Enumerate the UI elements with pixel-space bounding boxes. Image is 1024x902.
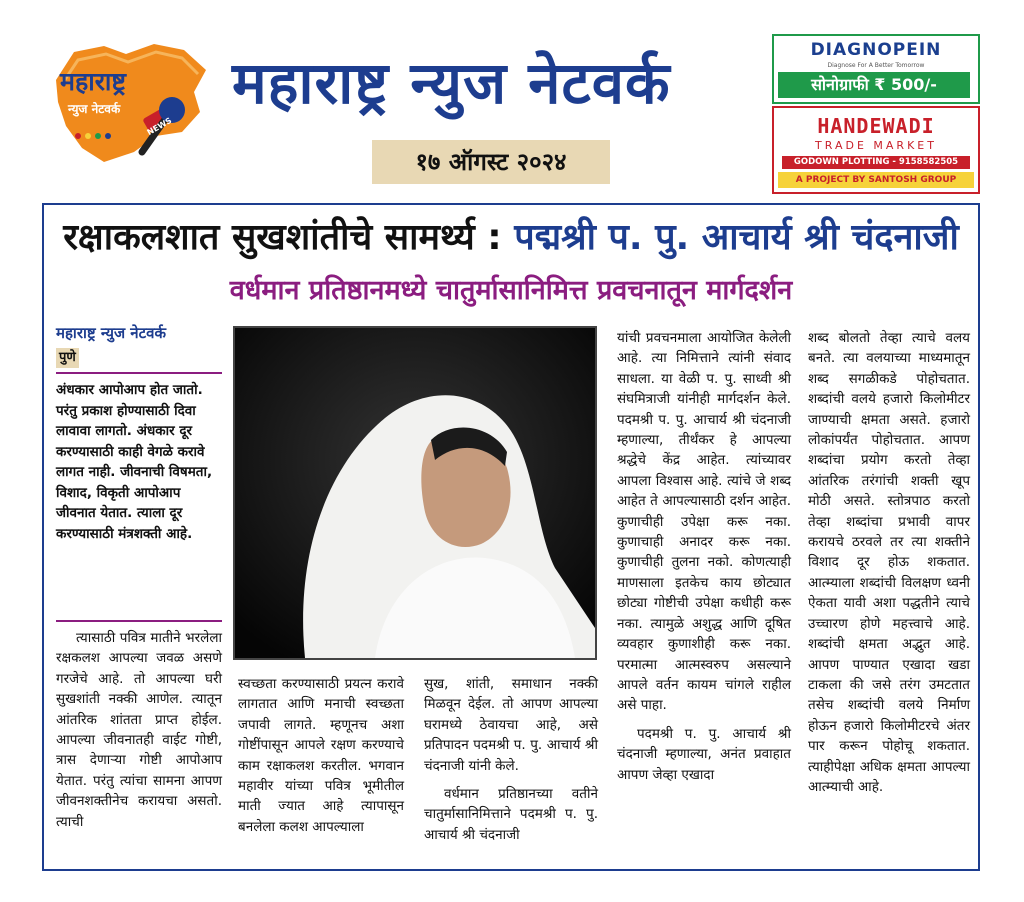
lead-paragraph: अंधकार आपोआप होत जातो. परंतु प्रकाश होण्यासाठी दिवा लावावा लागतो. अंधकार दूर करण्यासाठी काही वेगळे करावे लागत नाही. जीवनाची विषमता, विशाद, विकृती आपोआप जीवनात येतात. त्याला दूर करण्यासाठी मंत्रशक्ती आहे.	[56, 382, 213, 542]
issue-date: १७ ऑगस्ट २०२४	[372, 140, 610, 184]
ad-subtitle: TRADE MARKET	[815, 139, 937, 152]
headline-right: पद्मश्री प. पु. आचार्य श्री चंदनाजी	[514, 217, 959, 258]
article-column-3	[424, 674, 598, 845]
ad-footer: A PROJECT BY SANTOSH GROUP	[778, 172, 974, 188]
article-column-1: त्यासाठी पवित्र मातीने भरलेला रक्षकलश आपल्या जवळ असणे गरजेचे आहे. तो आपल्या घरी सुखशांती नक्की आणेल. त्यातून आंतरिक शांतता प्राप्त होईल. आपल्या जीवनातही वाईट गोष्टी, त्रास देणाऱ्या गोष्टी आपोआप येतात. परंतु त्यांचा सामना आपण जीवनशक्तीनेच करायचा असतो. त्याची	[56, 630, 222, 830]
logo-title: महाराष्ट्र	[60, 67, 127, 96]
paragraph: सुख, शांती, समाधान नक्की मिळवून देईल. तो आपण आपल्या घरामध्ये ठेवायचा आहे, असे प्रतिपादन पदमश्री प. पु. आचार्य श्री चंदनाजी यांनी केले.	[424, 676, 598, 774]
article-column-2: स्वच्छता करण्यासाठी प्रयत्न करावे लागतात आणि मनाची स्वच्छता जपावी लागते. म्हणूनच अशा गोष्टींपासून आपले रक्षण करण्याचे काम रक्षाकलश करतील. भगवान महावीर यांच्या पवित्र भूमीतील माती ज्यात आहे त्यापासून बनलेला कलश आपल्याला	[238, 676, 404, 835]
ad-title: HANDEWADI	[817, 114, 935, 138]
paragraph: पदमश्री प. पु. आचार्य श्री चंदनाजी म्हणाल्या, अनंत प्रवाहात आपण जेव्हा एखादा	[617, 725, 791, 783]
ad-tagline: Diagnose For A Better Tomorrow	[827, 62, 925, 69]
ad-brand: DIAGNOPEIN	[810, 40, 942, 60]
article-column-5: शब्द बोलतो तेव्हा त्याचे वलय बनते. त्या वलयाच्या माध्यमातून शब्द सगळीकडे पोहोचतात. शब्दांची वलये हजारो किलोमीटर जाण्याची क्षमता असते. हजारो लोकांपर्यंत पोहोचतात. आपण शब्दांचा प्रयोग करतो तेव्हा आंतरिक तरंगांची शक्ती खूप मोठी असते. स्तोत्रपाठ करतो तेव्हा शब्दांचा प्रभावी वापर करायचे ठरवले तर त्या शक्तीने विशाद दूर होऊ शकतात. आत्म्याला शब्दांची विलक्षण ध्वनी ऐकता यावी अशा पद्धतीने त्याचे उच्चारण होणे महत्त्वाचे आहे. शब्दांची क्षमता अद्भुत आहे. आपण पाण्यात एखादा खडा टाकला की जसे तरंग उमटतात तसेच शब्दांची वलये निर्माण होऊन हजारो किलोमीटरचे अंतर पार करून पोहोचू शकतात. त्याहीपेक्षा अधिक क्षमता आपल्या आत्म्याची आहे.	[808, 330, 970, 795]
ad-diagnopein[interactable]	[772, 34, 980, 104]
portrait-image	[235, 328, 595, 658]
masthead-title: महाराष्ट्र न्युज नेटवर्क	[232, 49, 671, 117]
ad-offer: सोनोग्राफी ₹ 500/-	[778, 72, 970, 98]
article-subhead: वर्धमान प्रतिष्ठानमध्ये चातुर्मासानिमित्त प्रवचनातून मार्गदर्शन	[229, 275, 793, 306]
byline: महाराष्ट्र न्युज नेटवर्क	[56, 324, 167, 342]
paragraph: यांची प्रवचनमाला आयोजित केलेली आहे. त्या निमित्ताने त्यांनी संवाद साधला. या वेळी प. पु. साध्वी श्री संघमित्राजी यांनीही मार्गदर्शन केले. पदमश्री प. पु. आचार्य श्री चंदनाजी म्हणाल्या, तीर्थंकर हे आपल्या श्रद्धेचे केंद्र आहेत. त्यांच्यावर आपला विश्वास आहे. त्यांचे जे शब्द आहेत ते आपल्यासाठी दर्शन आहेत. कुणाचीही उपेक्षा करू नका. कुणाचाही अनादर करू नका. कुणाचीही तुलना नको. कोणत्याही माणसाला इतकेच काय छोट्यात छोट्या गोष्टीची उपेक्षा कधीही करू नका. त्यामुळे अशुद्ध आणि दूषित व्यवहार कुणाशीही करू नका. परमात्मा आत्मस्वरुप असल्याने आपले वर्तन कायम चांगले राहील असे पाहा.	[617, 330, 791, 714]
ad-handewadi[interactable]	[772, 106, 980, 194]
newspaper-logo	[44, 40, 214, 170]
article-photo	[233, 326, 597, 660]
divider	[56, 620, 222, 622]
headline-left: रक्षाकलशात सुखशांतीचे सामर्थ्य :	[63, 217, 502, 258]
article-headline	[46, 212, 976, 264]
paragraph: वर्धमान प्रतिष्ठानच्या वतीने चातुर्मासानिमित्ताने पदमश्री प. पु. आचार्य श्री चंदनाजी	[424, 786, 598, 843]
article-column-4	[617, 328, 791, 785]
dateline-place: पुणे	[56, 348, 79, 368]
ad-contact: GODOWN PLOTTING - 9158582505	[782, 156, 970, 169]
divider	[56, 372, 222, 374]
logo-subtitle: न्युज नेटवर्क	[68, 102, 121, 116]
mic-label: NEWS	[145, 115, 174, 138]
